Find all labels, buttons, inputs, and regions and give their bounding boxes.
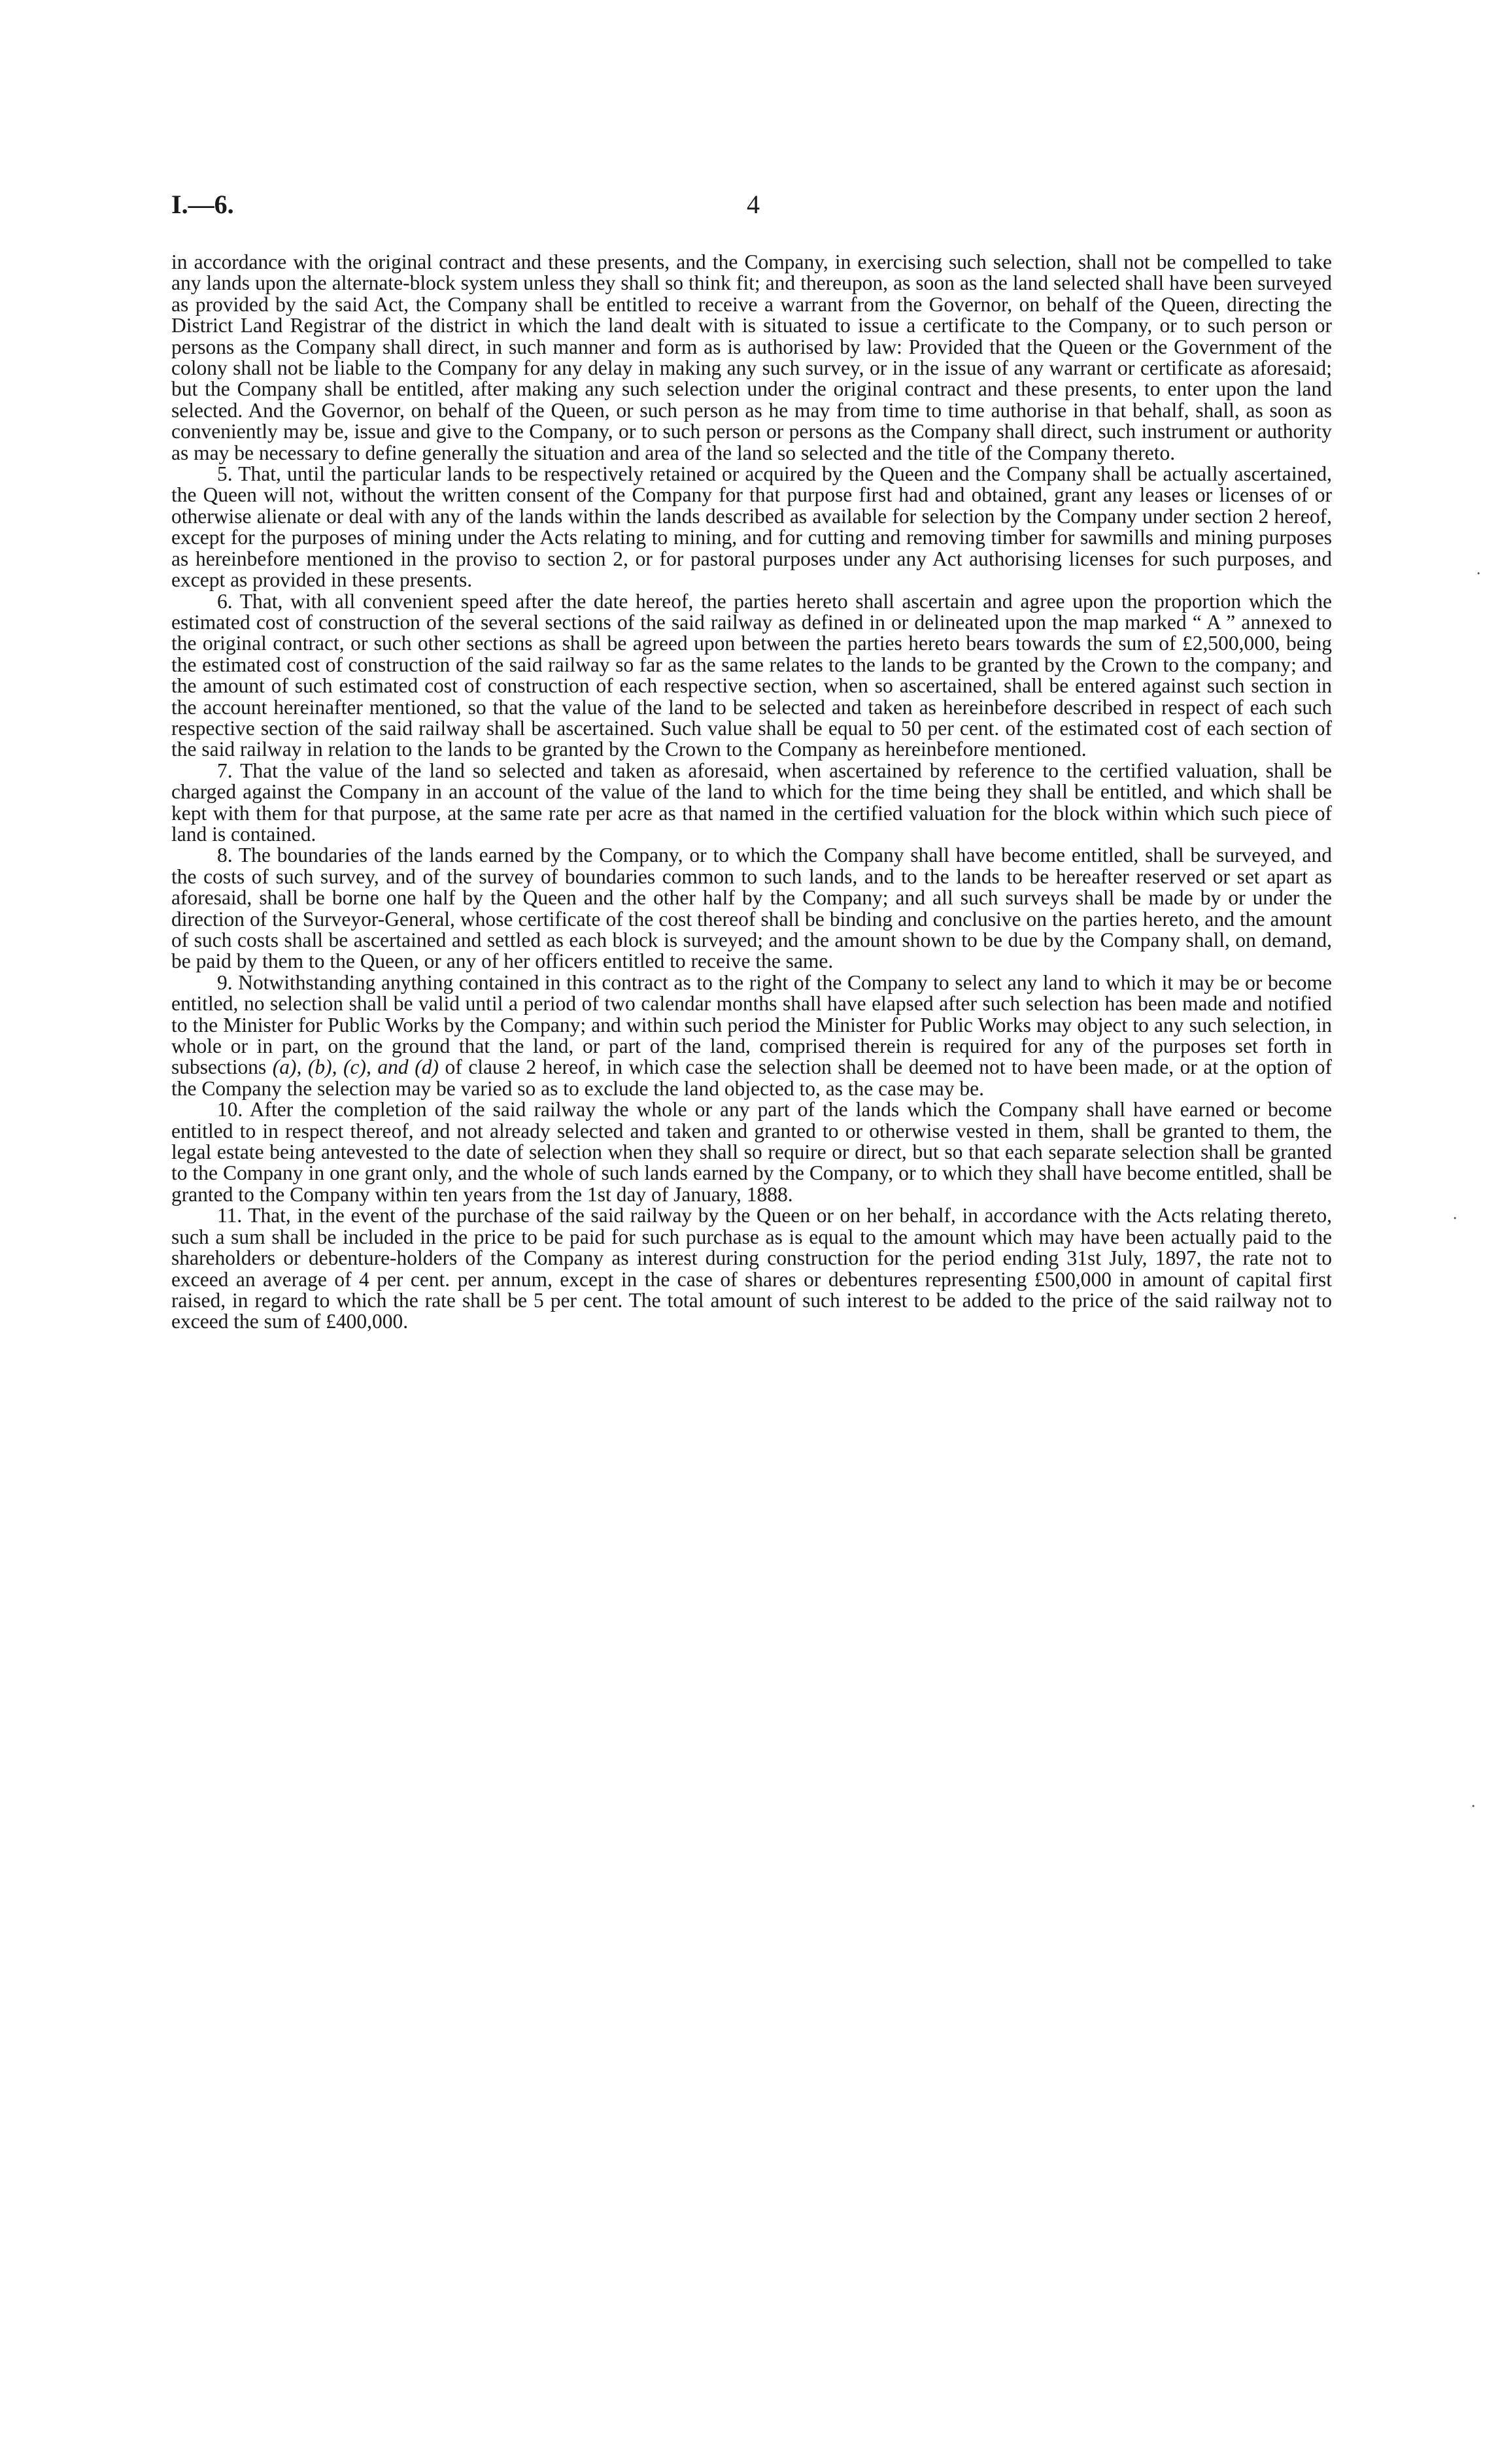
- margin-scan-mark-1: ⸱: [1476, 566, 1481, 583]
- paragraph-continuation: in accordance with the original contract and these presents, and the Company, in exercising such selection, shall not be compelled to take any lands upon the alternate-block system unless they shall so think fit; and thereupon, as soon as the land selected shall have been surveyed as provided by the said Act, the Company shall be entitled to receive a warrant from the Governor, on behalf of the Queen, directing the District Land Registrar of the district in which the land dealt with is situated to issue a certificate to the Company, or to such person or persons as the Company shall direct, in such manner and form as is authorised by law: Provided that the Queen or the Government of the colony shall not be liable to the Company for any delay in making any such survey, or in the issue of any warrant or certificate as aforesaid; but the Company shall be entitled, after making any such selection under the original contract and these presents, to enter upon the land selected. And the Governor, on behalf of the Queen, or such person as he may from time to time authorise in that behalf, shall, as soon as conveniently may be, issue and give to the Company, or to such person or persons as the Company shall direct, such instrument or authority as may be necessary to define generally the situation and area of the land so selected and the title of the Company thereto.: [171, 250, 1332, 464]
- margin-scan-mark-3: ⸱: [1471, 1798, 1476, 1815]
- clause-10: 10. After the completion of the said railway the whole or any part of the lands which the Company shall have earned or become entitled to in respect thereof, and not already selected and taken and granted to or otherwise vested in them, shall be granted to them, the legal estate being antevested to the date of selection when they shall so require or direct, but so that each separate selection shall be granted to the Company in one grant only, and the whole of such lands earned by the Company, or to which they shall have become entitled, shall be granted to the Company within ten years from the 1st day of January, 1888.: [171, 1098, 1332, 1206]
- document-reference: I.—6.: [171, 190, 234, 219]
- clause-9-text-before: 9. Notwithstanding anything contained in this contract as to the right of the Company to select any land to which it may be or become entitled, no selection shall be valid until a period of two calendar months shall have elapsed after such selection has been made and notified to the Minister for Public Works by the Company; and within such period the Minister for Public Works may object to any such selection, in whole or in part, on the ground that the land, or part of the land, comprised therein is required for any of the purposes set forth in subsections: [171, 970, 1332, 1079]
- clause-7: 7. That the value of the land so selected and taken as aforesaid, when ascertained by reference to the certified valuation, shall be charged against the Company in an account of the value of the land to which for the time being they shall be entitled, and which shall be kept with them for that purpose, at the same rate per acre as that named in the certified valuation for the block within which such piece of land is contained.: [171, 759, 1332, 846]
- page-number: 4: [747, 190, 760, 219]
- clause-6: 6. That, with all convenient speed after the date hereof, the parties hereto shall ascertain and agree upon the proportion which the estimated cost of construction of the several sections of the said railway as defined in or delineated upon the map marked “ A ” annexed to the original contract, or such other sections as shall be agreed upon between the parties hereto bears towards the sum of £2,500,000, being the estimated cost of construction of the said railway so far as the same relates to the lands to be granted by the Crown to the company; and the amount of such estimated cost of construction of each respective section, when so ascertained, shall be entered against such section in the account hereinafter mentioned, so that the value of the land to be selected and taken as hereinbefore described in respect of each such respective section of the said railway shall be ascertained. Such value shall be equal to 50 per cent. of the estimated cost of each section of the said railway in relation to the lands to be granted by the Crown to the Company as hereinbefore mentioned.: [171, 589, 1332, 761]
- page-header: [171, 185, 1335, 224]
- clause-8: 8. The boundaries of the lands earned by the Company, or to which the Company shall have become entitled, shall be surveyed, and the costs of such survey, and of the survey of boundaries common to such lands, and to the lands to be hereafter reserved or set apart as aforesaid, shall be borne one half by the Queen and the other half by the Company; and all such surveys shall be made by or under the direction of the Surveyor-General, whose certificate of the cost thereof shall be binding and conclusive on the parties hereto, and the amount of such costs shall be ascertained and settled as each block is surveyed; and the amount shown to be due by the Company shall, on demand, be paid by them to the Queen, or any of her officers entitled to receive the same.: [171, 844, 1332, 973]
- margin-scan-mark-2: ⸱: [1453, 1210, 1457, 1227]
- clause-5: 5. That, until the particular lands to be respectively retained or acquired by the Queen and the Company shall be actually ascertained, the Queen will not, without the written consent of the Company for that purpose first had and obtained, grant any leases or licenses of or otherwise alienate or deal with any of the lands within the lands described as available for selection by the Company under section 2 hereof, except for the purposes of mining under the Acts relating to mining, and for cutting and removing timber for sawmills and mining purposes as hereinbefore mentioned in the proviso to section 2, or for pastoral purposes under any Act authorising licenses for such purposes, and except as provided in these presents.: [171, 462, 1332, 592]
- clause-9: [171, 972, 1332, 1099]
- clause-9-subsection-reference: (a), (b), (c), and (d): [272, 1055, 439, 1079]
- clause-9-text-after: of clause 2 hereof, in which case the selection shall be deemed not to have been made, or at the option of the Company the selection may be varied so as to exclude the land objected to, as the case may be.: [171, 1055, 1332, 1100]
- body-text: [171, 252, 1332, 1333]
- clause-11: 11. That, in the event of the purchase of the said railway by the Queen or on her behalf, in accordance with the Acts relating thereto, such a sum shall be included in the price to be paid for such purchase as is equal to the amount which may have been actually paid to the shareholders or debenture-holders of the Company as interest during construction for the period ending 31st July, 1897, the rate not to exceed an average of 4 per cent. per annum, except in the case of shares or debentures representing £500,000 in amount of capital first raised, in regard to which the rate shall be 5 per cent. The total amount of such interest to be added to the price of the said railway not to exceed the sum of £400,000.: [171, 1204, 1332, 1333]
